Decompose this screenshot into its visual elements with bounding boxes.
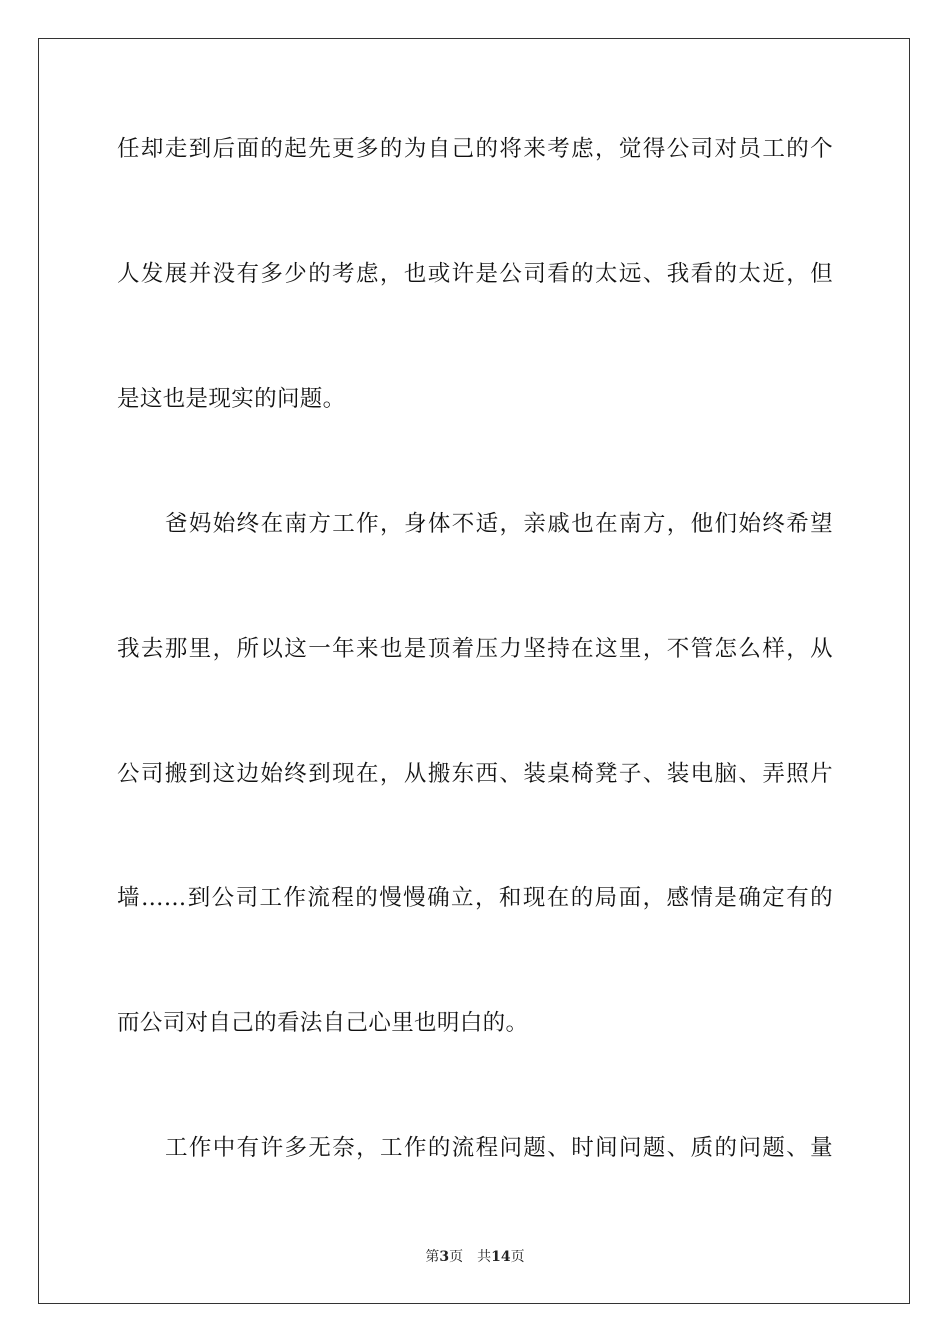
paragraph-2-line-3: 公司搬到这边始终到现在，从搬东西、装桌椅凳子、装电脑、弄照片 <box>117 761 833 787</box>
current-page-number: 3 <box>439 1249 450 1265</box>
text-line-1: 任却走到后面的起先更多的为自己的将来考虑，觉得公司对员工的个 <box>117 136 833 162</box>
paragraph-3-line-1: 工作中有许多无奈，工作的流程问题、时间问题、质的问题、量 <box>165 1135 833 1161</box>
page-suffix: 页 <box>449 1249 464 1265</box>
total-prefix: 共 <box>477 1249 492 1265</box>
paragraph-2-line-4: 墙……到公司工作流程的慢慢确立，和现在的局面，感情是确定有的 <box>117 885 833 911</box>
total-suffix: 页 <box>510 1249 525 1265</box>
paragraph-2-line-1: 爸妈始终在南方工作，身体不适，亲戚也在南方，他们始终希望 <box>165 511 833 537</box>
paragraph-2-line-5: 而公司对自己的看法自己心里也明白的。 <box>117 1010 529 1036</box>
page-prefix: 第 <box>425 1249 440 1265</box>
text-line-2: 人发展并没有多少的考虑，也或许是公司看的太远、我看的太近，但 <box>117 261 833 287</box>
page-footer <box>0 1248 950 1266</box>
page-border <box>38 38 910 1304</box>
total-pages-number: 14 <box>491 1249 511 1265</box>
text-line-3: 是这也是现实的问题。 <box>117 386 346 412</box>
paragraph-2-line-2: 我去那里，所以这一年来也是顶着压力坚持在这里，不管怎么样，从 <box>117 636 833 662</box>
